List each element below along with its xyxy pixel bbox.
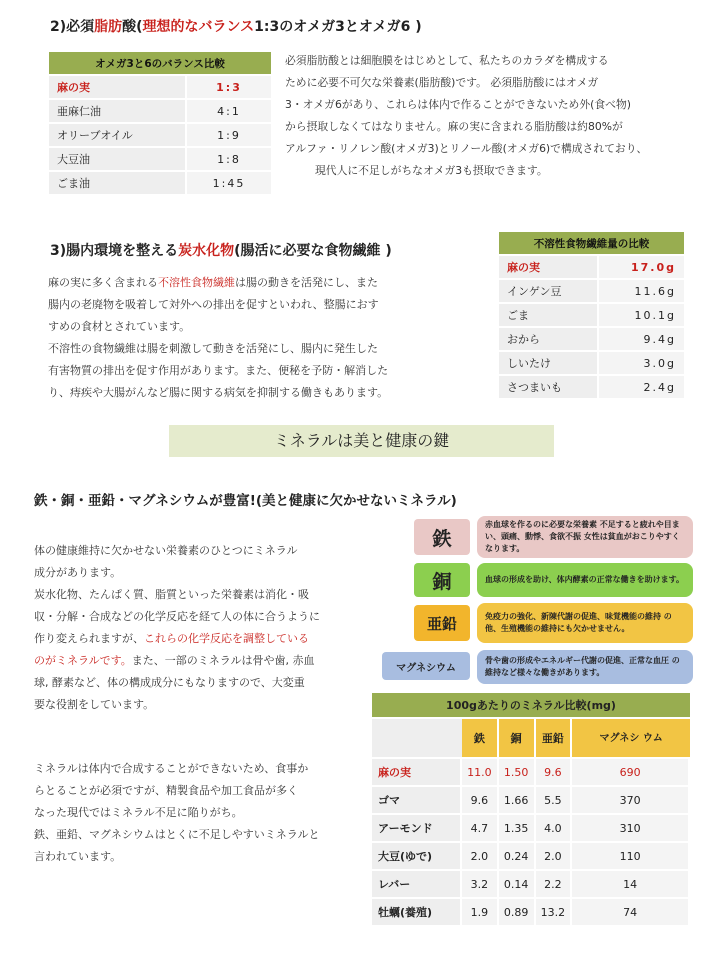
row-name: さつまいも <box>499 376 599 400</box>
omega-ratio-table <box>49 52 271 196</box>
row-name: オリーブオイル <box>49 124 187 148</box>
text: また、一部のミネラルは骨や歯, 赤血 <box>131 654 315 667</box>
cell: 2.0 <box>462 843 499 871</box>
row-name: 大豆油 <box>49 148 187 172</box>
minerals-heading: 鉄・銅・亜鉛・マグネシウムが豊富!(美と健康に欠かせないミネラル) <box>34 493 457 509</box>
table-row <box>372 899 690 927</box>
table-row <box>49 124 271 148</box>
paragraph-line: ミネラルは体内で合成することができないため、食事か <box>34 762 309 775</box>
table-row <box>49 76 271 100</box>
row-value: 1:8 <box>187 148 271 172</box>
table-row <box>372 843 690 871</box>
table-row <box>499 280 684 304</box>
paragraph-line: 要な役割をしています。 <box>34 698 155 711</box>
paragraph-line: アルファ・リノレン酸(オメガ3)とリノール酸(オメガ6)で構成されており、 <box>285 142 648 155</box>
cell: 9.6 <box>462 787 499 815</box>
heading-part: 1:3のオメガ3とオメガ6 ) <box>254 19 422 35</box>
cell: 11.0 <box>462 759 499 787</box>
table-title: 不溶性食物繊維量の比較 <box>499 232 684 256</box>
row-name: ゴマ <box>372 787 462 815</box>
section3-paragraph <box>48 272 458 404</box>
row-name: 麻の実 <box>49 76 187 100</box>
cell: 2.2 <box>536 871 573 899</box>
table-row <box>499 352 684 376</box>
row-value: 1:45 <box>187 172 271 196</box>
zinc-description: 免疫力の強化、新陳代謝の促進、味覚機能の維持 の他、生殖機能の維持にも欠かせません。 <box>477 603 693 643</box>
row-name: 麻の実 <box>372 759 462 787</box>
cell: 13.2 <box>536 899 573 927</box>
iron-label-box: 鉄 <box>414 519 470 555</box>
heading-highlight: 脂肪 <box>94 19 123 35</box>
cell: 0.24 <box>499 843 536 871</box>
paragraph-line: 現代人に不足しがちなオメガ3も摂取できます。 <box>315 164 548 177</box>
table-row <box>499 328 684 352</box>
heading-part: 3)腸内環境を整える <box>50 243 179 259</box>
paragraph-line: らとることが必須ですが、精製食品や加工食品が多く <box>34 784 298 797</box>
cell: 4.7 <box>462 815 499 843</box>
row-name: ごま油 <box>49 172 187 196</box>
row-value: 1:3 <box>187 76 271 100</box>
mineral-table <box>372 693 690 927</box>
table-row <box>49 148 271 172</box>
cell: 9.6 <box>536 759 573 787</box>
paragraph-line: 炭水化物、たんぱく質、脂質といった栄養素は消化・吸 <box>34 588 309 601</box>
minerals-banner: ミネラルは美と健康の鍵 <box>169 425 554 457</box>
column-header: 亜鉛 <box>536 719 573 759</box>
table-row <box>49 100 271 124</box>
cell: 74 <box>572 899 690 927</box>
heading-highlight: 炭水化物 <box>178 243 235 259</box>
text: 作り変えられますが、 <box>34 632 144 645</box>
heading-part: 酸( <box>122 19 143 35</box>
cell: 110 <box>572 843 690 871</box>
row-value: 9.4g <box>599 328 684 352</box>
table-row <box>499 304 684 328</box>
paragraph-line: 不溶性の食物繊維は腸を刺激して動きを活発にし、腸内に発生した <box>48 342 378 355</box>
cell: 5.5 <box>536 787 573 815</box>
text: は腸の動きを活発にし、また <box>235 276 378 289</box>
paragraph-line: 鉄、亜鉛、マグネシウムはとくに不足しやすいミネラルと <box>34 828 320 841</box>
row-value: 3.0g <box>599 352 684 376</box>
paragraph-line: 言われています。 <box>34 850 122 863</box>
paragraph-line: 3・オメガ6があり、これらは体内で作ることができないため外(食べ物) <box>285 98 631 111</box>
fiber-table <box>499 232 684 400</box>
section3-heading <box>50 240 392 260</box>
column-header: 鉄 <box>462 719 499 759</box>
zinc-label-box: 亜鉛 <box>414 605 470 641</box>
row-name: 亜麻仁油 <box>49 100 187 124</box>
cell: 1.9 <box>462 899 499 927</box>
corner-cell <box>372 719 462 759</box>
paragraph-line: から摂取しなくてはなりません。麻の実に含まれる脂肪酸は約80%が <box>285 120 623 133</box>
text-highlight: 不溶性食物繊維 <box>158 276 235 289</box>
paragraph-line: すめの食材とされています。 <box>48 320 191 333</box>
paragraph-line: なった現代ではミネラル不足に陥りがち。 <box>34 806 243 819</box>
row-value: 2.4g <box>599 376 684 400</box>
row-name: レバー <box>372 871 462 899</box>
text-highlight: これらの化学反応を調整している <box>144 632 309 645</box>
paragraph-line: 成分があります。 <box>34 566 122 579</box>
paragraph-line: 有害物質の排出を促す作用があります。また、便秘を予防・解消した <box>48 364 389 377</box>
section2-heading <box>50 16 422 36</box>
row-name: ごま <box>499 304 599 328</box>
magnesium-label-box: マグネシウム <box>382 652 470 680</box>
paragraph-line: 必須脂肪酸とは細胞膜をはじめとして、私たちのカラダを構成する <box>285 54 609 67</box>
row-name: 大豆(ゆで) <box>372 843 462 871</box>
heading-highlight: 理想的なバランス <box>142 19 255 35</box>
cell: 1.66 <box>499 787 536 815</box>
table-title: オメガ3と6のバランス比較 <box>49 52 271 76</box>
paragraph-line: ために必要不可欠な栄養素(脂肪酸)です。 必須脂肪酸にはオメガ <box>285 76 599 89</box>
row-value: 4:1 <box>187 100 271 124</box>
cell: 2.0 <box>536 843 573 871</box>
column-header: マグネシ ウム <box>572 719 690 759</box>
table-row <box>372 759 690 787</box>
table-row <box>372 787 690 815</box>
table-row <box>49 172 271 196</box>
paragraph-line: 腸内の老廃物を吸着して対外への排出を促すといわれ、整腸におす <box>48 298 379 311</box>
paragraph-line: 体の健康維持に欠かせない栄養素のひとつにミネラル <box>34 544 298 557</box>
row-name: 麻の実 <box>499 256 599 280</box>
row-value: 10.1g <box>599 304 684 328</box>
paragraph-line: 収・分解・合成などの化学反応を経て人の体に合うように <box>34 610 320 623</box>
minerals-paragraph-2 <box>34 758 364 868</box>
table-row <box>499 376 684 400</box>
row-name: インゲン豆 <box>499 280 599 304</box>
heading-part: 2)必須 <box>50 19 95 35</box>
column-header: 銅 <box>499 719 536 759</box>
text-highlight: のがミネラルです。 <box>34 654 132 667</box>
row-value: 11.6g <box>599 280 684 304</box>
iron-description: 赤血球を作るのに必要な栄養素 不足すると疲れや目まい、頭痛、動悸、食欲不振 女性は貧血がおこりやすくなります。 <box>477 516 693 558</box>
cell: 1.50 <box>499 759 536 787</box>
magnesium-description: 骨や歯の形成やエネルギー代謝の促進、正常な血圧 の維持など様々な働きがあります。 <box>477 650 693 684</box>
copper-description: 血球の形成を助け、体内酵素の正常な働きを助けます。 <box>477 563 693 597</box>
row-value: 17.0g <box>599 256 684 280</box>
table-title: 100gあたりのミネラル比較(mg) <box>372 693 690 719</box>
copper-label-box: 銅 <box>414 563 470 597</box>
cell: 4.0 <box>536 815 573 843</box>
cell: 14 <box>572 871 690 899</box>
cell: 690 <box>572 759 690 787</box>
heading-part: (腸活に必要な食物繊維 ) <box>234 243 392 259</box>
table-row <box>499 256 684 280</box>
cell: 0.89 <box>499 899 536 927</box>
row-name: アーモンド <box>372 815 462 843</box>
text: 麻の実に多く含まれる <box>48 276 158 289</box>
minerals-paragraph-1 <box>34 540 364 716</box>
section2-paragraph <box>285 50 705 182</box>
cell: 310 <box>572 815 690 843</box>
table-row <box>372 871 690 899</box>
table-row <box>372 815 690 843</box>
row-name: おから <box>499 328 599 352</box>
cell: 3.2 <box>462 871 499 899</box>
row-value: 1:9 <box>187 124 271 148</box>
cell: 370 <box>572 787 690 815</box>
cell: 0.14 <box>499 871 536 899</box>
cell: 1.35 <box>499 815 536 843</box>
row-name: しいたけ <box>499 352 599 376</box>
row-name: 牡蠣(養殖) <box>372 899 462 927</box>
paragraph-line: 球, 酵素など、体の構成成分にもなりますので、大変重 <box>34 676 305 689</box>
paragraph-line: り、痔疾や大腸がんなど腸に関する病気を抑制する働きもあります。 <box>48 386 389 399</box>
